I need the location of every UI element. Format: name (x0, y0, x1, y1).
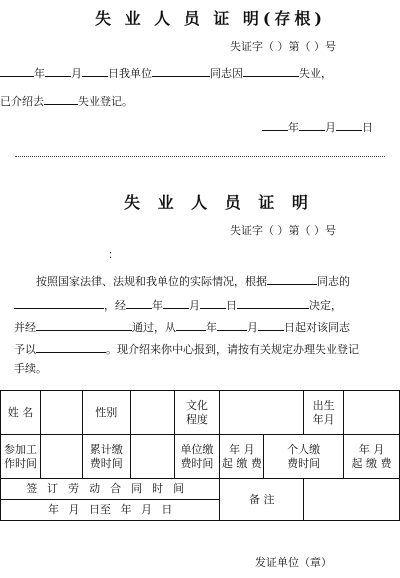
stub-cert-number: 失证字（ ）第（ ）号 (230, 40, 336, 53)
cell-contract-value: 年 月 日至 年 月 日 (1, 500, 220, 521)
body-line-4: 予以 。现介绍来你中心报到，请按有关规定办理失业登记 (14, 340, 359, 357)
main-title: 失 业 人 员 证 明 (124, 193, 314, 212)
blank (176, 318, 206, 331)
blank (45, 64, 71, 77)
cell-personal-pay-label: 个人缴 费时间 (264, 435, 344, 479)
body-line-2: ，经 年 月 日 决定， (14, 296, 342, 313)
cell-gender-value (130, 391, 174, 435)
cell-unit-pay-label: 单位缴 费时间 (174, 435, 220, 479)
blank (152, 64, 210, 77)
stub-date: 年 月 日 (262, 118, 373, 135)
body-line-3: 并经 通过，从 年 月 日起对该同志 (14, 318, 350, 335)
blank (237, 296, 309, 309)
tear-off-line (15, 156, 385, 157)
blank (14, 296, 104, 309)
blank (243, 64, 299, 77)
cell-birth-value (344, 391, 400, 435)
cell-education-value (220, 391, 304, 435)
stub-line-2: 已介绍去 失业登记。 (0, 92, 133, 109)
blank (258, 318, 284, 331)
cell-name-value (40, 391, 82, 435)
issuer-seal: 发证单位（章） (255, 556, 332, 569)
cell-birth-label: 出生 年月 (304, 391, 344, 435)
main-cert-number: 失证字（ ）第（ ）号 (230, 224, 336, 237)
cell-name-label: 姓 名 (1, 391, 41, 435)
blank (82, 64, 108, 77)
cell-personal-pay-value: 年 月 起 缴 费 (344, 435, 400, 479)
blank (262, 118, 288, 131)
info-table (0, 390, 400, 521)
cell-work-start-value (40, 435, 82, 479)
blank (126, 296, 152, 309)
cell-gender-label: 性别 (82, 391, 130, 435)
cell-cumulative-value (130, 435, 174, 479)
blank (163, 296, 189, 309)
cell-remark-value (304, 479, 400, 521)
addressee-colon: ： (108, 248, 119, 261)
cell-cumulative-label: 累计缴 费时间 (82, 435, 130, 479)
body-line-5: 手续。 (14, 362, 47, 375)
blank (299, 118, 325, 131)
cell-contract-head: 签订劳动合同时间 (1, 479, 220, 500)
blank (44, 92, 78, 105)
blank (36, 318, 132, 331)
cell-unit-pay-value: 年 月 起 缴 费 (220, 435, 264, 479)
blank (267, 272, 317, 285)
blank (336, 118, 362, 131)
stub-title: 失 业 人 员 证 明(存根) (95, 9, 326, 28)
stub-line-1: 年 月 日我单位 同志因 失业， (0, 64, 332, 81)
body-line-1: 按照国家法律、法规和我单位的实际情况，根据 同志的 (36, 272, 350, 289)
cell-remark-label: 备 注 (220, 479, 304, 521)
cell-education-label: 文化 程度 (174, 391, 220, 435)
blank (0, 64, 34, 77)
blank (200, 296, 226, 309)
blank (217, 318, 247, 331)
blank (36, 340, 106, 353)
cell-work-start-label: 参加工 作时间 (1, 435, 41, 479)
